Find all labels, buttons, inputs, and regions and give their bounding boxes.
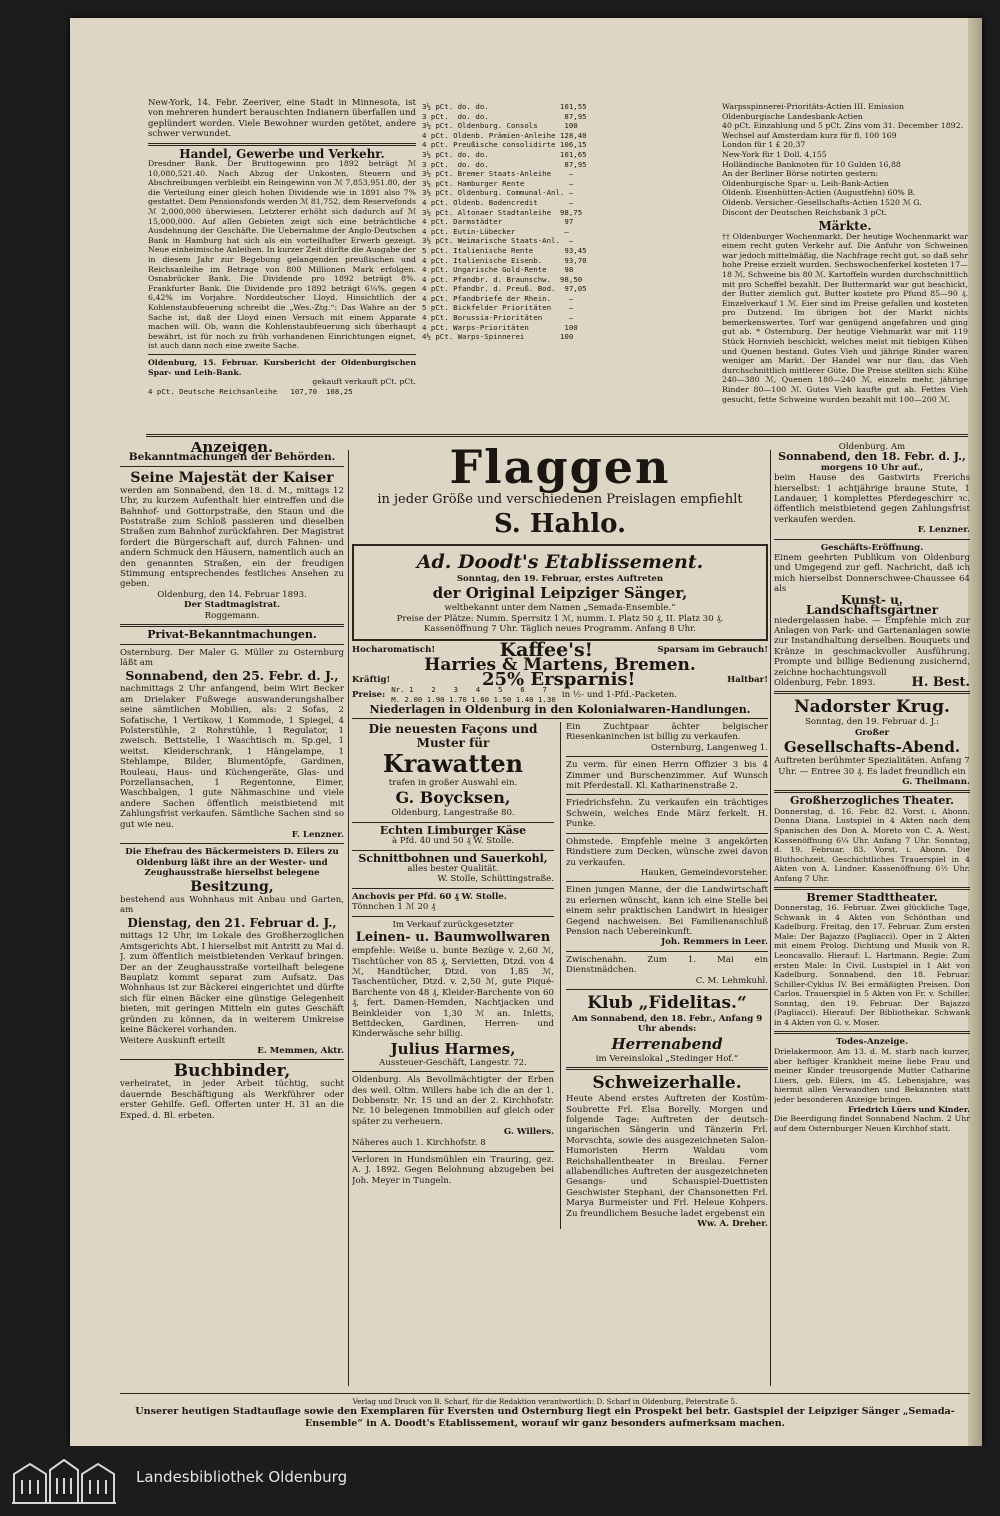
- ausverkauf-intro: Im Verkauf zurückgesetzter: [392, 919, 514, 930]
- divider: [566, 833, 768, 834]
- rates-column: [422, 102, 718, 434]
- rate-row: 3½ pCt. Oldenburg. Consols 100: [422, 121, 578, 131]
- preise-m: M. 2.00 1.90 1.70 1.60 1.50 1.40 1.30: [391, 695, 556, 705]
- rate-row: 3½ pCt. Oldenburg. Communal-Anl. —: [422, 188, 574, 198]
- divider: [120, 843, 344, 844]
- rate-row: 4 pCt. Borussia-Prioritäten —: [422, 313, 574, 323]
- rate-row: 3 pCt. do. do. 87,95: [422, 111, 587, 121]
- mueller-date: Sonnabend, den 25. Febr. d. J.,: [125, 668, 339, 684]
- eilers-text: bestehend aus Wohnhaus mit Anbau und Garten, am: [120, 894, 344, 916]
- rate-row: Oldenb. Eisenhütten-Actien (Augustfehn) 60% B.: [722, 188, 916, 198]
- rate-row: 4 pCt. Darmstädter 97: [422, 217, 574, 227]
- kaiser-date: Oldenburg, den 14. Februar 1893.: [157, 589, 307, 600]
- zwischenahn-sign: C. M. Lehmkuhl.: [695, 975, 768, 986]
- rate-row: 4 pCt. Pfandbr. d. Braunschw. 98,50: [422, 274, 583, 284]
- kaffee-left: Hocharomatisch!: [352, 644, 436, 655]
- preise-nr: Nr. 1 2 3 4 5 6 7: [391, 685, 547, 695]
- toennchen: Tönnchen 1 ℳ 20 ₰: [352, 902, 436, 913]
- rate-row: 4 pCt. Warps-Prioritäten 100: [422, 322, 578, 332]
- rate-row: New-York für 1 Doll. 4,155: [722, 149, 827, 159]
- kaiser-text: werden am Sonnabend, den 18. d. M., mittags 12 Uhr, zu kurzem Aufenthalt hier eintreffen und die Bahnhof- und Gottorpstraße, den Staun und die Poststraße zum Schloß passieren und dieselben Straßen zum Bahnhof zurückfahren. Der Magistrat fordert die Bürgerschaft auf, durch Fahnen- und andern Schmuck den Häusern, namentlich auch an den genannten Straßen, ein der freudigen Stimmung entsprechendes festliches Ansehen zu geben.: [120, 485, 344, 590]
- rate-row: 3½ pCt. do. do. 101,65: [422, 149, 587, 159]
- harries: Harries & Martens, Bremen.: [424, 655, 696, 676]
- news-column: [148, 98, 416, 434]
- ohmstede: Ohmstede. Empfehle meine 3 angekörten Rindstiere zum Decken, wünsche zwei davon zu verkaufen.: [566, 836, 768, 868]
- zuverm: Zu verm. für einen Herrn Offizier 3 bis 4 Zimmer und Burschenzimmer. Auf Wunsch mit Pferdestall. Kl. Katharinenstraße 2.: [566, 760, 768, 792]
- divider: [566, 951, 768, 952]
- handel-text: Dresdner Bank. Der Bruttogewinn pro 1892 beträgt ℳ 10,080,521.40. Nach Abzug der Unkosten, Steuern und Abschreibungen verbleibt ein Reingewinn von ℳ 7,853,951.80, der die Verteilung einer gleich hohen Dividende wie in 1891 also 7% gestattet. Dem Pensionsfonds werden ℳ 81,752, dem Reservefonds ℳ 2,000,000 überwiesen. Letzterer erhöht sich dadurch auf ℳ 15,000,000. Auf allen Gebieten zeigt sich eine beträchtliche Ausdehnung der Geschäfte. Die Uebernahme der Anglo-Deutschen Bank in Hamburg hat sich als ein vorteilhafter Erwerb gezeigt. Neue einheimische Anleihen. In kurzer Zeit dürfte die Ausgabe der in diesem Jahr zur Begebung gelangenden preußischen und Reichsanleihe im Betrage von 800 Millionen Mark erfolgen. Osnabrücker Bank. Die Dividende pro 1892 beträgt 8%. Frankfurter Bank. Die Dividende pro 1892 beträgt 6¼%. gegen 6,42% im Vorjahre. Norddeutscher Lloyd. Hinsichtlich der Kohlenstaubfeuerung schreibt die „Wes.-Ztg.“: Das Wahre an der Sache ist, daß der Lloyd einen Versuch mit einem Apparate machen will. Ob, wann die Kohlenstaubfeuerung sich überhaupt bewährt, ist für noch zu früh vorhandenen Einrichtungen eignet, ist auch dann noch eine zweite Sache.: [148, 159, 416, 351]
- divider: [148, 143, 416, 146]
- bremer-title: Bremer Stadttheater.: [806, 890, 938, 904]
- willers-tail: Näheres auch 1. Kirchhofstr. 8: [352, 1137, 486, 1148]
- thielmann: G. Theilmann.: [902, 776, 970, 787]
- boycksen: G. Boycksen,: [395, 788, 511, 808]
- schweizer-title: Schweizerhalle.: [592, 1073, 742, 1094]
- best-date: Oldenburg, Febr. 1893.: [774, 677, 876, 688]
- handel-title: Handel, Gewerbe und Verkehr.: [179, 146, 385, 161]
- divider: [352, 1071, 554, 1072]
- ring: Verloren in Hundsmühlen ein Trauring, gez. A. J. 1892. Gegen Belohnung abzugeben bei Joh. Meyer in Tungeln.: [352, 1155, 554, 1186]
- kaiser-title: Seine Majestät der Kaiser: [130, 469, 334, 486]
- divider: [148, 354, 416, 355]
- kraeftig: Kräftig!: [352, 675, 391, 686]
- doodt-kasse: Kassenöffnung 7 Uhr. Täglich neues Programm. Anfang 8 Uhr.: [423, 624, 696, 635]
- divider: [120, 624, 344, 627]
- divider: [120, 466, 344, 467]
- landwirt: Einen jungen Manne, der die Landwirtschaft zu erlernen wünscht, kann ich eine Stelle bei einem sehr praktischen Landwirt in hiesiger Gegend nachweisen. Bei Familienanschluß Pension nach Uebereinkunft.: [566, 885, 768, 937]
- prospekt-note: Unserer heutigen Stadtauflage sowie den Exemplaren für Eversten und Osternburg liegt ein Prospekt bei betr. Gastspiel der Leipziger Sänger „Semada-Ensemble“ in A. Doodt's Etablissement, worauf wir ganz besonders aufmerksam machen.: [135, 1406, 955, 1429]
- harmes: Julius Harmes,: [390, 1039, 516, 1058]
- eroeffnung-title: Geschäfts-Eröffnung.: [820, 542, 924, 553]
- divider: [352, 822, 554, 823]
- flaggen-sub: in jeder Größe und verschiedenen Preislagen empfiehlt: [377, 492, 743, 507]
- tod-text: Drielakermoor. Am 13. d. M. starb nach kurzer, aber heftiger Krankheit meine liebe Frau und meiner Kinder treusorgende Mutter Catharine Lüers, geb. Eilers, im 45. Lebensjahre, was hiermit allen Verwandten und Bekannten statt jeder besonderen Anzeige bringen.: [774, 1047, 970, 1105]
- rate-row: 4 pCt. Oldenb. Bodencredit —: [422, 197, 574, 207]
- boycksen-addr: Oldenburg, Langestraße 80.: [391, 808, 515, 819]
- schnitt-sign: W. Stolle, Schüttingstraße.: [437, 874, 554, 885]
- nadorst-title: Nadorster Krug.: [794, 697, 950, 718]
- doodt-big: der Original Leipziger Sänger,: [432, 584, 688, 603]
- rate-row: 4 pCt. Italienische Eisenb. 93,70: [422, 255, 587, 265]
- divider: [352, 888, 554, 889]
- kaffee-row: [352, 638, 768, 661]
- mueller-sign: F. Lenzner.: [291, 830, 344, 840]
- rate-row: 5 pCt. Bickfelder Prioritäten —: [422, 303, 574, 313]
- divider: [566, 1067, 768, 1070]
- divider: [120, 644, 344, 645]
- divider: [774, 691, 970, 694]
- tod-sign: Friedrich Lüers und Kinder.: [848, 1104, 970, 1114]
- eilers-text2: mittags 12 Uhr, im Lokale des Großherzoglichen Amtsgerichts Abt. I hierselbst mit Antritt zu Mai d. J. zum öffentlich meistbietenden Verkauf bringen. Der an der Zeughausstraße vorteilhaft belegene Bauplatz kommt separat zum Aufsatz. Das Wohnhaus ist zur Bäckerei eingerichtet und dürfte sich für einen Bäcker eine günstige Gelegenheit bieten, mit geringen Mitteln ein gutes Geschäft gründen zu können, da in weiterem Umkreise keine Bäckerei vorhanden.: [120, 931, 344, 1036]
- kaiser-name: Roggemann.: [204, 610, 260, 621]
- gesellschaft-title: Gesellschafts-Abend.: [783, 738, 961, 757]
- divider: [120, 1393, 970, 1394]
- besitzung: Besitzung,: [190, 878, 274, 895]
- rate-row: Warpsspinnerei-Prioritäts-Actien III. Emission: [722, 102, 904, 111]
- divider: [566, 794, 768, 795]
- verlag: Verlag und Druck von B. Scharf, für die Redaktion verantwortlich: D. Scharf in Oldenburg, Peterstraße 5.: [352, 1397, 738, 1406]
- hahlo: S. Hahlo.: [493, 509, 627, 539]
- eilers-date: Dienstag, den 21. Februar d. J.,: [127, 916, 337, 931]
- flaggen-title: Flaggen: [449, 442, 671, 494]
- doodt-box: [352, 544, 768, 641]
- rate-row: 3½ pCt. Altonaer Stadtanleihe 98,75: [422, 207, 583, 217]
- market-column: [722, 102, 968, 434]
- willers: Oldenburg. Als Bevollmächtigter der Erben des weil. Oltm. Willers habe ich die an der 1. Dobbenstr. Nr. 15 und an der 2. Kirchhofstr. Nr. 10 belegenen Immobilien auf gleich oder später zu verheuern.: [352, 1075, 554, 1127]
- divider: [120, 1059, 344, 1060]
- divider: [566, 989, 768, 990]
- bottom-block: [120, 1390, 970, 1430]
- center-sub-left: [352, 722, 554, 1229]
- zucht: Ein Zuchtpaar ächter belgischer Riesenkaninchen ist billig zu verkaufen.: [566, 722, 768, 743]
- rate-row: 40 pCt. Einzahlung und 5 pCt. Zins vom 31. December 1892.: [722, 121, 964, 131]
- klub-title: Klub „Fidelitas.“: [587, 992, 747, 1013]
- library-logo-icon: [10, 1456, 118, 1506]
- rate-row: 3½ pCt. do. do. 101,55: [422, 102, 587, 111]
- doodt-preise: Preise der Plätze: Numm. Sperrsitz 1 ℳ, numm. I. Platz 50 ₰, II. Platz 30 ₰.: [396, 613, 724, 624]
- preise-label: Preise:: [352, 689, 386, 700]
- library-name: Landesbibliothek Oldenburg: [136, 1468, 348, 1486]
- niederlagen: Niederlagen in Oldenburg in den Kolonialwaren-Handlungen.: [369, 702, 751, 716]
- maerkte-text: †† Oldenburger Wochenmarkt. Der heutige Wochenmarkt war einem recht guten Verkehr auf. Die Anfuhr von Schweinen war jedoch mittelmäßig, die Nachfrage recht gut, so daß sehr hohe Preise erzielt wurden. Sechswochenferkel kosteten 17—18 ℳ, Schweine bis 80 ℳ. Kartoffeln wurden durchschnittlich mit pro Scheffel bezahlt. Der Buttermarkt war gut beschickt, der Butter ziemlich gut. Butter kostete pro Pfund 85—90 ₰. Einzelverkauf 1 ℳ. Eier sind im Preise gefallen und kosteten pro Dutzend. Im übrigen bot der Markt nichts bemerkenswertes. Torf war genügend angefahren und ging gut ab. * Osternburg. Der heutige Viehmarkt war mit 119 Stück Hornvieh beschickt, welches meist mit tiebigen Kühen und Quenen bestand. Gutes Vieh und jährige Rinder waren weniger am Markt. Der Handel war nur flau, das Vieh durchschnittlich mittlerer Güte. Die Preise stellten sich: Kühe 240—380 ℳ, Quenen 180—240 ℳ, einzeln mehr, jährige Rinder 80—100 ℳ. Gutes Vieh kaufte gut ab. Fettes Vieh gesucht, fette Schweine wurden bezahlt mit 100—200 ℳ.: [722, 231, 968, 404]
- preise-tail: in ½- und 1-Pfd.-Packeten.: [561, 689, 678, 700]
- krawatten-tail: trafen in großer Auswahl ein.: [388, 778, 518, 789]
- prozent: 25% Ersparnis!: [482, 669, 636, 691]
- harmes-addr: Aussteuer-Geschäft, Langestr. 72.: [379, 1057, 527, 1068]
- rate-row: 5 pCt. Italienische Rente 93,45: [422, 245, 587, 255]
- divider: [352, 850, 554, 851]
- rate-row: 3½ pCt. Hamburger Rente —: [422, 178, 574, 188]
- rate-row: 4 pCt. Pfandbr. d. Preuß. Bod. 97,05: [422, 284, 587, 294]
- ads-center-column: [352, 442, 768, 1392]
- limburger: Echten Limburger Käse: [379, 823, 527, 837]
- eilers-sign: E. Memmen, Aktr.: [257, 1045, 344, 1056]
- center-sub-right: [560, 722, 768, 1229]
- rate-row: An der Berliner Börse notirten gestern:: [722, 169, 879, 179]
- center-split: [352, 722, 768, 1229]
- rate-row: 4 pCt. Eutin-Lübecker —: [422, 226, 569, 236]
- nadorst-date: Sonntag, den 19. Februar d. J.:: [805, 717, 939, 728]
- ads-right-column: [774, 442, 970, 1392]
- buchbinder-title: Buchbinder,: [173, 1061, 291, 1082]
- behoerden-title: Bekanntmachungen der Behörden.: [128, 451, 336, 464]
- rates-list: [422, 102, 718, 342]
- theater-title: Großherzogliches Theater.: [789, 794, 955, 808]
- rate-row: Oldenb. Versicher.-Gesellschafts-Actien 1520 ℳ G.: [722, 197, 922, 207]
- nadorst-text: Auftreten berühmter Spezialitäten. Anfang 7 Uhr. — Entree 30 ₰. Es ladet freundlich ein: [774, 756, 970, 777]
- rate-row: London für 1 £ 20,37: [722, 140, 806, 150]
- rate-row: 4 pCt. Ungarische Gold-Rente 98: [422, 265, 574, 275]
- ausverkauf: Leinen- u. Baumwollwaren: [355, 930, 551, 946]
- tod-title: Todes-Anzeige.: [835, 1036, 909, 1047]
- kursbericht-title: Oldenburg, 15. Februar. Kursbericht der Oldenburgischen Spar- und Leih-Bank.: [148, 357, 416, 377]
- rate-row: 3 pCt. do. do. 87,95: [422, 159, 587, 169]
- tod-tail: Die Beerdigung findet Sonnabend Nachm. 2 Uhr auf dem Osternburger Neuen Kirchhof statt.: [774, 1114, 970, 1133]
- rate-row: 4 pCt. Preußische consolidirte 106,15: [422, 140, 587, 150]
- mueller-head: Osternburg. Der Maler G. Müller zu Osternburg läßt am: [120, 647, 344, 668]
- herrenabend: Herrenabend: [611, 1034, 723, 1053]
- kurs-row: 4 pCt. Deutsche Reichsanleihe 107,70 108,25: [148, 386, 353, 396]
- rate-row: 3½ pCt. Weimarische Staats-Anl. —: [422, 236, 574, 246]
- rate-row: 4½ pCt. Warps-Spinnerei 100: [422, 332, 574, 342]
- lenz-time: morgens 10 Uhr auf.,: [820, 462, 924, 473]
- friedrichsfehn: Friedrichsfehn. Zu verkaufen ein trächtiges Schwein, welches Ende März ferkelt. H. Punke.: [566, 798, 768, 830]
- willers-sign: G. Willers.: [503, 1127, 554, 1138]
- lenz-head: Oldenburg. Am: [838, 442, 906, 452]
- kunst-text: niedergelassen habe. — Empfehle mich zur Anlagen von Park- und Gartenanlagen sowie zur Instandhaltung derselben. Bouquets und Kränze in geschmackvoller Ausführung. Prompte und billige Bedienung zusichernd, zeichne hochachtungsvoll: [774, 615, 970, 678]
- buchbinder-text: verheiratet, in jeder Arbeit tüchtig, sucht dauernde Beschäftigung als Werkführer oder erster Gehilfe. Gefl. Offerten unter H. 31 an die Exped. d. Bl. erbeten.: [120, 1079, 344, 1121]
- section-divider: [146, 434, 968, 437]
- schweizer-sign: Ww. A. Dreher.: [697, 1219, 768, 1230]
- anzeigen-title: Anzeigen.: [190, 442, 274, 456]
- eilers-more: Weitere Auskunft erteilt: [120, 1035, 225, 1046]
- best-name: H. Best.: [911, 674, 970, 690]
- best-row: [774, 674, 970, 690]
- ausverkauf-text: empfehle: Weiße u. bunte Bezüge v. 2,60 ℳ, Tischtücher von 85 ₰, Servietten, Dtzd. von 4 ℳ, Handtücher, Dtzd. von 1,85 ℳ, Taschentücher, Dtzd. v. 2,50 ℳ, gute Piqué-Barchente von 48 ₰, Kleider-Barchente von 60 ₰, fert. Damen-Hemden, Nachtjacken und Beinkleider von 1,30 ℳ an. Inletts, Bettdecken, Gardinen, Herren- und Kinderwäsche sehr billig.: [352, 946, 554, 1040]
- klub-date: Am Sonnabend, den 18. Febr., Anfang 9 Uhr abends:: [571, 1013, 763, 1035]
- rate-row: 4 pCt. Pfandbriefe der Rhein. —: [422, 293, 574, 303]
- doodt-date: Sonntag, den 19. Februar, erstes Auftreten: [456, 574, 664, 584]
- theater-text: Donnerstag, d. 16. Febr. 82. Vorst. i. Abonn. Donna Diana. Lustspiel in 4 Akten nach dem Spanischen des Don A. Moreto von C. A. West. Kassenöffnung 6¼ Uhr. Anfang 7 Uhr. Sonntag, d. 19. Februar. 83. Vorst. i. Abonn. Die Bluthochzeit. Geschichtliches Trauerspiel in 4 Akten von A. Lindner. Kassenöffnung 6½ Uhr. Anfang 7 Uhr.: [774, 806, 970, 883]
- eroeffnung-text: Einem geehrten Publikum von Oldenburg und Umgegend zur gefl. Nachricht, daß ich mich hierselbst Donnerschwee-Chaussee 64 als: [774, 553, 970, 595]
- maerkte-title: Märkte.: [818, 219, 872, 234]
- ads-left-column: [120, 442, 344, 1392]
- anchovis: Anchovis per Pfd. 60 ₰ W. Stolle.: [352, 891, 507, 902]
- rate-row: Discont der Deutschen Reichsbank 3 pCt.: [722, 207, 888, 217]
- kaffee-right: Sparsam im Gebrauch!: [657, 644, 768, 655]
- rate-row: Wechsel auf Amsterdam kurz für fl. 100 169: [722, 130, 897, 140]
- news-newyork: New-York, 14. Febr. Zeeriver, eine Stadt in Minnesota, ist von mehreren hundert berauschten Indianern überfallen und geplündert worden. Viele Bewohner wurden getötet, andere schwer verwundet.: [148, 98, 416, 140]
- kurs-header: gekauft verkauft pCt. pCt.: [312, 377, 416, 387]
- kaffee-title: Kaffee's!: [499, 638, 594, 661]
- schnitt-q: alles bester Qualität.: [407, 864, 499, 875]
- divider: [774, 1031, 970, 1034]
- haltbar: Haltbar!: [727, 675, 768, 686]
- krawatten-intro: Die neuesten Façons und Muster für: [368, 722, 538, 751]
- landwirt-sign: Joh. Remmers in Leer.: [661, 937, 768, 948]
- ohmstede-sign: Hauken, Gemeindevorsteher.: [640, 867, 768, 878]
- krawatten: Krawatten: [382, 749, 524, 779]
- divider: [352, 916, 554, 917]
- eilers-title: Die Ehefrau des Bäckermeisters D. Eilers zu Oldenburg läßt ihre an der Wester- und Zeughausstraße hierselbst belegene: [125, 847, 339, 879]
- zwischenahn: Zwischenahn. Zum 1. Mai ein Dienstmädchen.: [566, 954, 768, 976]
- doodt-sub: weltbekannt unter dem Namen „Semada-Ensemble.“: [444, 603, 676, 614]
- bremer-text: Donnerstag, 16. Februar. Zwei glückliche Tage, Schwank in 4 Akten von Schönthan und Kadelburg. Freitag, den 17. Februar. Zum ersten Male: Der Bajazzo (Pagliacci). Oper in 2 Akten mit einem Prolog. Dichtung und Musik von R. Leoncavallo. Hierauf: L. Hartmann. Regie: Zum ersten Male: In Civil. Lustspiel in 1 Akt von Kadelburg. Sonnabend, den 18. Februar. Schiller-Cyklus IV. Bei ermäßigten Preisen. Don Carlos. Trauerspiel in 5 Akten von Fr. v. Schiller. Sonntag, den 19. Februar. Der Bajazzo (Pagliacci). Hierauf: Der Bibliothekar. Schwank in 4 Akten von G. v. Moser.: [774, 902, 970, 1028]
- divider: [566, 881, 768, 882]
- rate-row: 3½ pCt. Bremer Staats-Anleihe —: [422, 169, 574, 179]
- herren-place: im Vereinslokal „Stedinger Hof.“: [595, 1053, 739, 1064]
- divider: [352, 1151, 554, 1152]
- column-rule: [770, 450, 771, 1386]
- zucht-addr: Osternburg, Langenweg 1.: [650, 742, 768, 753]
- newspaper-page: [70, 18, 982, 1446]
- divider: [774, 539, 970, 540]
- rate-row: Holländische Banknoten für 10 Gulden 16,88: [722, 159, 901, 169]
- doodt-title: Ad. Doodt's Etablissement.: [416, 551, 704, 573]
- divider: [774, 887, 970, 890]
- page-edge: [968, 18, 982, 1446]
- divider: [566, 756, 768, 757]
- lenz-text: beim Hause des Gastwirts Frerichs hierselbst: 1 achtjährige braune Stute, 1 Landauer, 1 komplettes Pferdegeschirr ꝛc. öffentlich meistbietend gegen Zahlungsfrist verkaufen werden.: [774, 473, 970, 525]
- kunst-title: Kunst- u. Landschaftsgärtner: [805, 592, 939, 618]
- rate-row: Oldenburgische Landesbank-Actien: [722, 111, 863, 121]
- lenz-date: Sonnabend, den 18. Febr. d. J.,: [778, 450, 966, 464]
- divider: [352, 718, 768, 719]
- rate-row: Oldenburgische Spar- u. Leih-Bank-Actien: [722, 178, 889, 188]
- limburger-price: à Pfd. 40 und 50 ₰ W. Stolle.: [391, 836, 515, 847]
- exchange-list: [722, 102, 968, 217]
- schnitt: Schnittbohnen und Sauerkohl,: [358, 851, 548, 865]
- nadorst-grosser: Großer: [854, 727, 890, 738]
- column-rule: [348, 450, 349, 1386]
- schweizer-text: Heute Abend erstes Auftreten der Kostüm-Soubrette Frl. Elsa Borelly. Morgen und folgende Tage: Auftreten der deutsch-ungarischen Sängerin und Tänzerin Frl. Morvschta, sowie des ausgezeichneten Salon-Humoristen Herrn Waldau vom Reichshallentheater in Breslau. Ferner allabendliches Auftreten der ausgezeichneten Gesangs- und Schauspiel-Duettisten Geschwister Stephani, der Chansonetten Frl. Marya Burmeister und Frl. Heleue Kohpers. Zu freundlichem Besuche ladet ergebenst ein: [566, 1094, 768, 1219]
- lenz-sign: F. Lenzner.: [917, 525, 970, 536]
- divider: [774, 790, 970, 793]
- mueller-text: nachmittags 2 Uhr anfangend, beim Wirt Becker am Drielaker Fußwege auswanderungshalber seine sämtlichen Mobilien, als: 2 Sofas, 2 Sofatische, 1 Vertikow, 1 Kommode, 1 Spiegel, 4 Polsterstühle, 2 Rohrstühle, 1 Regulator, 1 zweisch. Bettstelle, 1 Waschtisch m. Sp.gel, 1 weitst. Kleiderschrank, 1 Hängelampe, 1 Stehlampe, Bilder, Blumentöpfe, Gardinen, Rouleau, Haus- und Küchengeräte, Glas- und Porzellansachen, 1 Regentonne, Eimer, Waschbalgen, 1 gute Nähmaschine und viele andere Sachen öffentlich meistbietend mit Zahlungsfrist verkaufen. Sämtliche Sachen sind so gut wie neu.: [120, 684, 344, 830]
- privat-title: Privat-Bekanntmachungen.: [147, 628, 317, 642]
- kaiser-sign: Der Stadtmagistrat.: [184, 600, 280, 611]
- rate-row: 4 pCt. Oldenb. Prämien-Anleihe 128,40: [422, 130, 587, 140]
